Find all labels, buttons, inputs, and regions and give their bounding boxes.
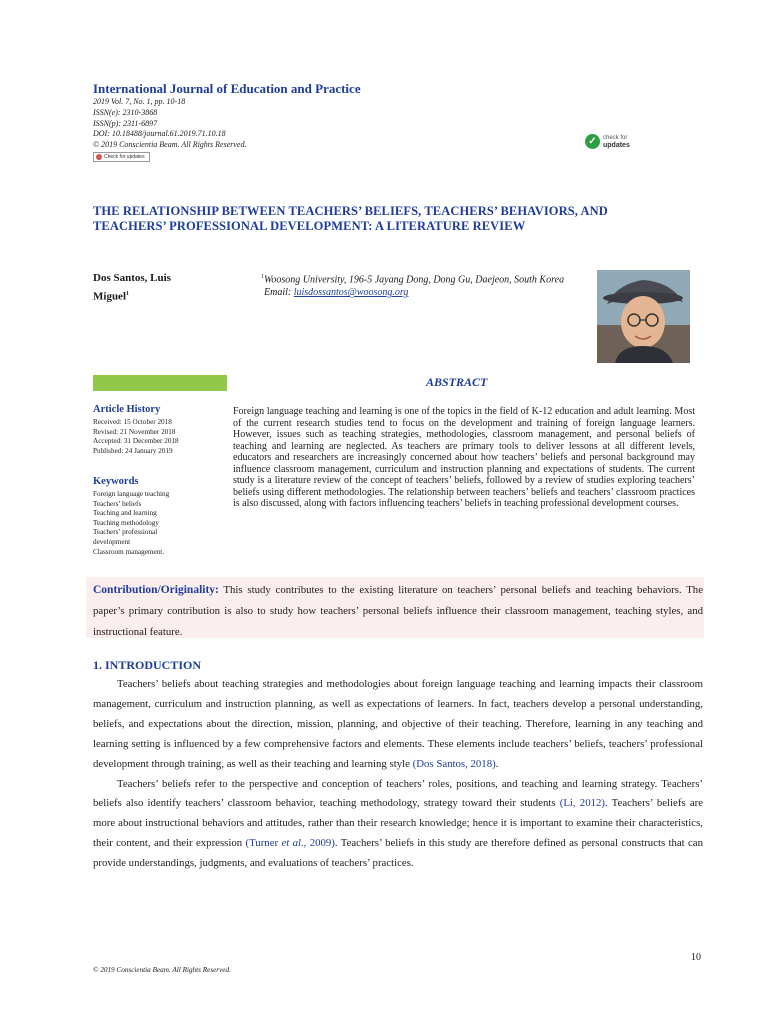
journal-issn-p: ISSN(p): 2311-6897 (93, 119, 158, 128)
author-email-link[interactable]: luisdossantos@woosong.org (293, 287, 409, 299)
history-received: Received: 15 October 2018 (93, 418, 172, 426)
history-published: Published: 24 January 2019 (93, 446, 173, 455)
history-revised: Revised: 21 November 2018 (93, 427, 176, 436)
crossmark-icon (96, 154, 102, 160)
citation-link[interactable]: (Dos Santos, 2018) (412, 757, 496, 770)
author-affiliation (261, 271, 564, 299)
article-history-heading: Article History (93, 404, 161, 415)
citation-link[interactable]: (Li, 2012) (559, 797, 605, 810)
author-sup: 1 (126, 291, 129, 297)
contribution-body: This study contributes to the existing literature on teachers’ personal beliefs and teaching behaviors. The paper’s primary contribution is also to study how teachers’ personal beliefs influence their classroom management, teaching styles, and instructional feature. (93, 584, 703, 638)
check-for-updates-badge[interactable] (585, 134, 630, 149)
keyword-item: Teachers’ professional (93, 528, 158, 537)
check-badge-line2: updates (603, 141, 630, 149)
history-accepted: Accepted: 31 December 2018 (93, 437, 179, 446)
citation-part: (Turner (245, 837, 282, 850)
paper-title (93, 204, 693, 234)
footer-copyright: © 2019 Conscientia Beam. All Rights Reserved. (93, 966, 231, 974)
contribution-text (93, 580, 703, 643)
contribution-label: Contribution/Originality: (93, 584, 219, 596)
journal-issn-e: ISSN(e): 2310-3868 (93, 108, 158, 117)
paper-title-line1: THE RELATIONSHIP BETWEEN TEACHERS’ BELIEFS, TEACHERS’ BEHAVIORS, AND (93, 204, 608, 218)
check-small-label: Check for updates (104, 154, 145, 160)
intro-p1-text: Teachers’ beliefs about teaching strategies and methodologies about foreign language teaching and learning impacts their classroom management, curriculum and instruction planning, as well as expectations of learners. In fact, teachers develop a personal understanding, beliefs, and expectations about the direction, mission, planning, and objective of their teaching. Therefore, learning in any teaching and learning setting is influenced by a few comprehensive factors and elements. These elements include teachers’ beliefs, teachers’ professional development through training, as well as their teaching and learning style (93, 678, 703, 770)
email-label: Email: (264, 287, 294, 299)
article-history-list (93, 418, 223, 456)
keywords-heading: Keywords (93, 476, 139, 487)
keyword-item: Classroom management. (93, 547, 165, 556)
introduction-body (93, 675, 703, 874)
keyword-item: Teaching and learning (93, 509, 157, 518)
citation-etal: et al. (281, 837, 304, 850)
author-name-line2: Miguel (93, 290, 126, 303)
intro-p2-text-a: Teachers’ beliefs refer to the perspective and conception of teachers’ roles, positions, and teaching and learning strategy. Teachers’ beliefs also identify teachers’ classroom behavior, teaching methodology, strategy toward their students (93, 777, 703, 810)
keyword-item: development (93, 537, 131, 546)
abstract-heading: ABSTRACT (426, 375, 488, 389)
intro-p2-text-c: . Teachers’ beliefs in this study are therefore defined as personal constructs that can provide understandings, judgments, and evaluations of teachers’ practices. (93, 837, 703, 870)
author-photo (597, 270, 690, 363)
author-name-line1: Dos Santos, Luis (93, 272, 171, 284)
affiliation-sup: 1 (261, 274, 264, 280)
journal-copyright: © 2019 Conscientia Beam. All Rights Reserved. (93, 140, 247, 149)
citation-part: , 2009) (303, 837, 335, 850)
author-name (93, 270, 223, 305)
abstract-body: Foreign language teaching and learning is one of the topics in the field of K-12 education and adult learning. Most of the current research studies tend to focus on the development and training of foreign language learners. However, issues such as teaching strategies, methodologies, classroom management, and personal beliefs of teaching and learning are neglected. As teachers are primary tools to deliver lessons at all different levels, educators and researchers are increasingly concerned about how teachers’ beliefs and personal background may influence classroom management, curriculum and instruction planning and expectations of students. The current study is a literature review of the concept of teachers’ beliefs, followed by a review of studies exploring teachers’ beliefs using different methodologies. The relationship between teachers’ beliefs and teachers’ classroom practices is also discussed, along with factors influencing teachers’ beliefs in teaching professional development courses. (233, 406, 695, 510)
abstract-accent-bar (93, 375, 227, 391)
citation-link[interactable] (246, 837, 335, 849)
keyword-item: Foreign language teaching (93, 490, 170, 498)
journal-doi: DOI: 10.18488/journal.61.2019.71.10.18 (93, 129, 226, 138)
affiliation-text: Woosong University, 196-5 Jayang Dong, Dong Gu, Daejeon, South Korea (264, 274, 565, 286)
journal-volume: 2019 Vol. 7, No. 1, pp. 10-18 (93, 97, 186, 106)
check-for-updates-button[interactable] (93, 152, 150, 162)
page-number: 10 (691, 952, 701, 963)
intro-p2-text-b: . Teachers’ beliefs are more about instructional behaviors and attitudes, rather than their research knowledge; hence it is important to examine their characteristics, their content, and their expression (93, 797, 703, 850)
keywords-list (93, 490, 223, 557)
check-badge-line1: check for (603, 134, 628, 141)
keyword-item: Teachers’ beliefs (93, 499, 142, 508)
journal-title: International Journal of Education and Practice (93, 81, 361, 96)
introduction-heading: 1. INTRODUCTION (93, 658, 202, 672)
intro-p1-end: . (495, 757, 499, 770)
intro-paragraph-2 (93, 775, 703, 875)
keyword-item: Teaching methodology (93, 518, 159, 527)
intro-paragraph-1 (93, 675, 703, 775)
checkmark-icon: ✓ (585, 134, 600, 149)
paper-title-line2: TEACHERS’ PROFESSIONAL DEVELOPMENT: A LITERATURE REVIEW (93, 219, 526, 233)
